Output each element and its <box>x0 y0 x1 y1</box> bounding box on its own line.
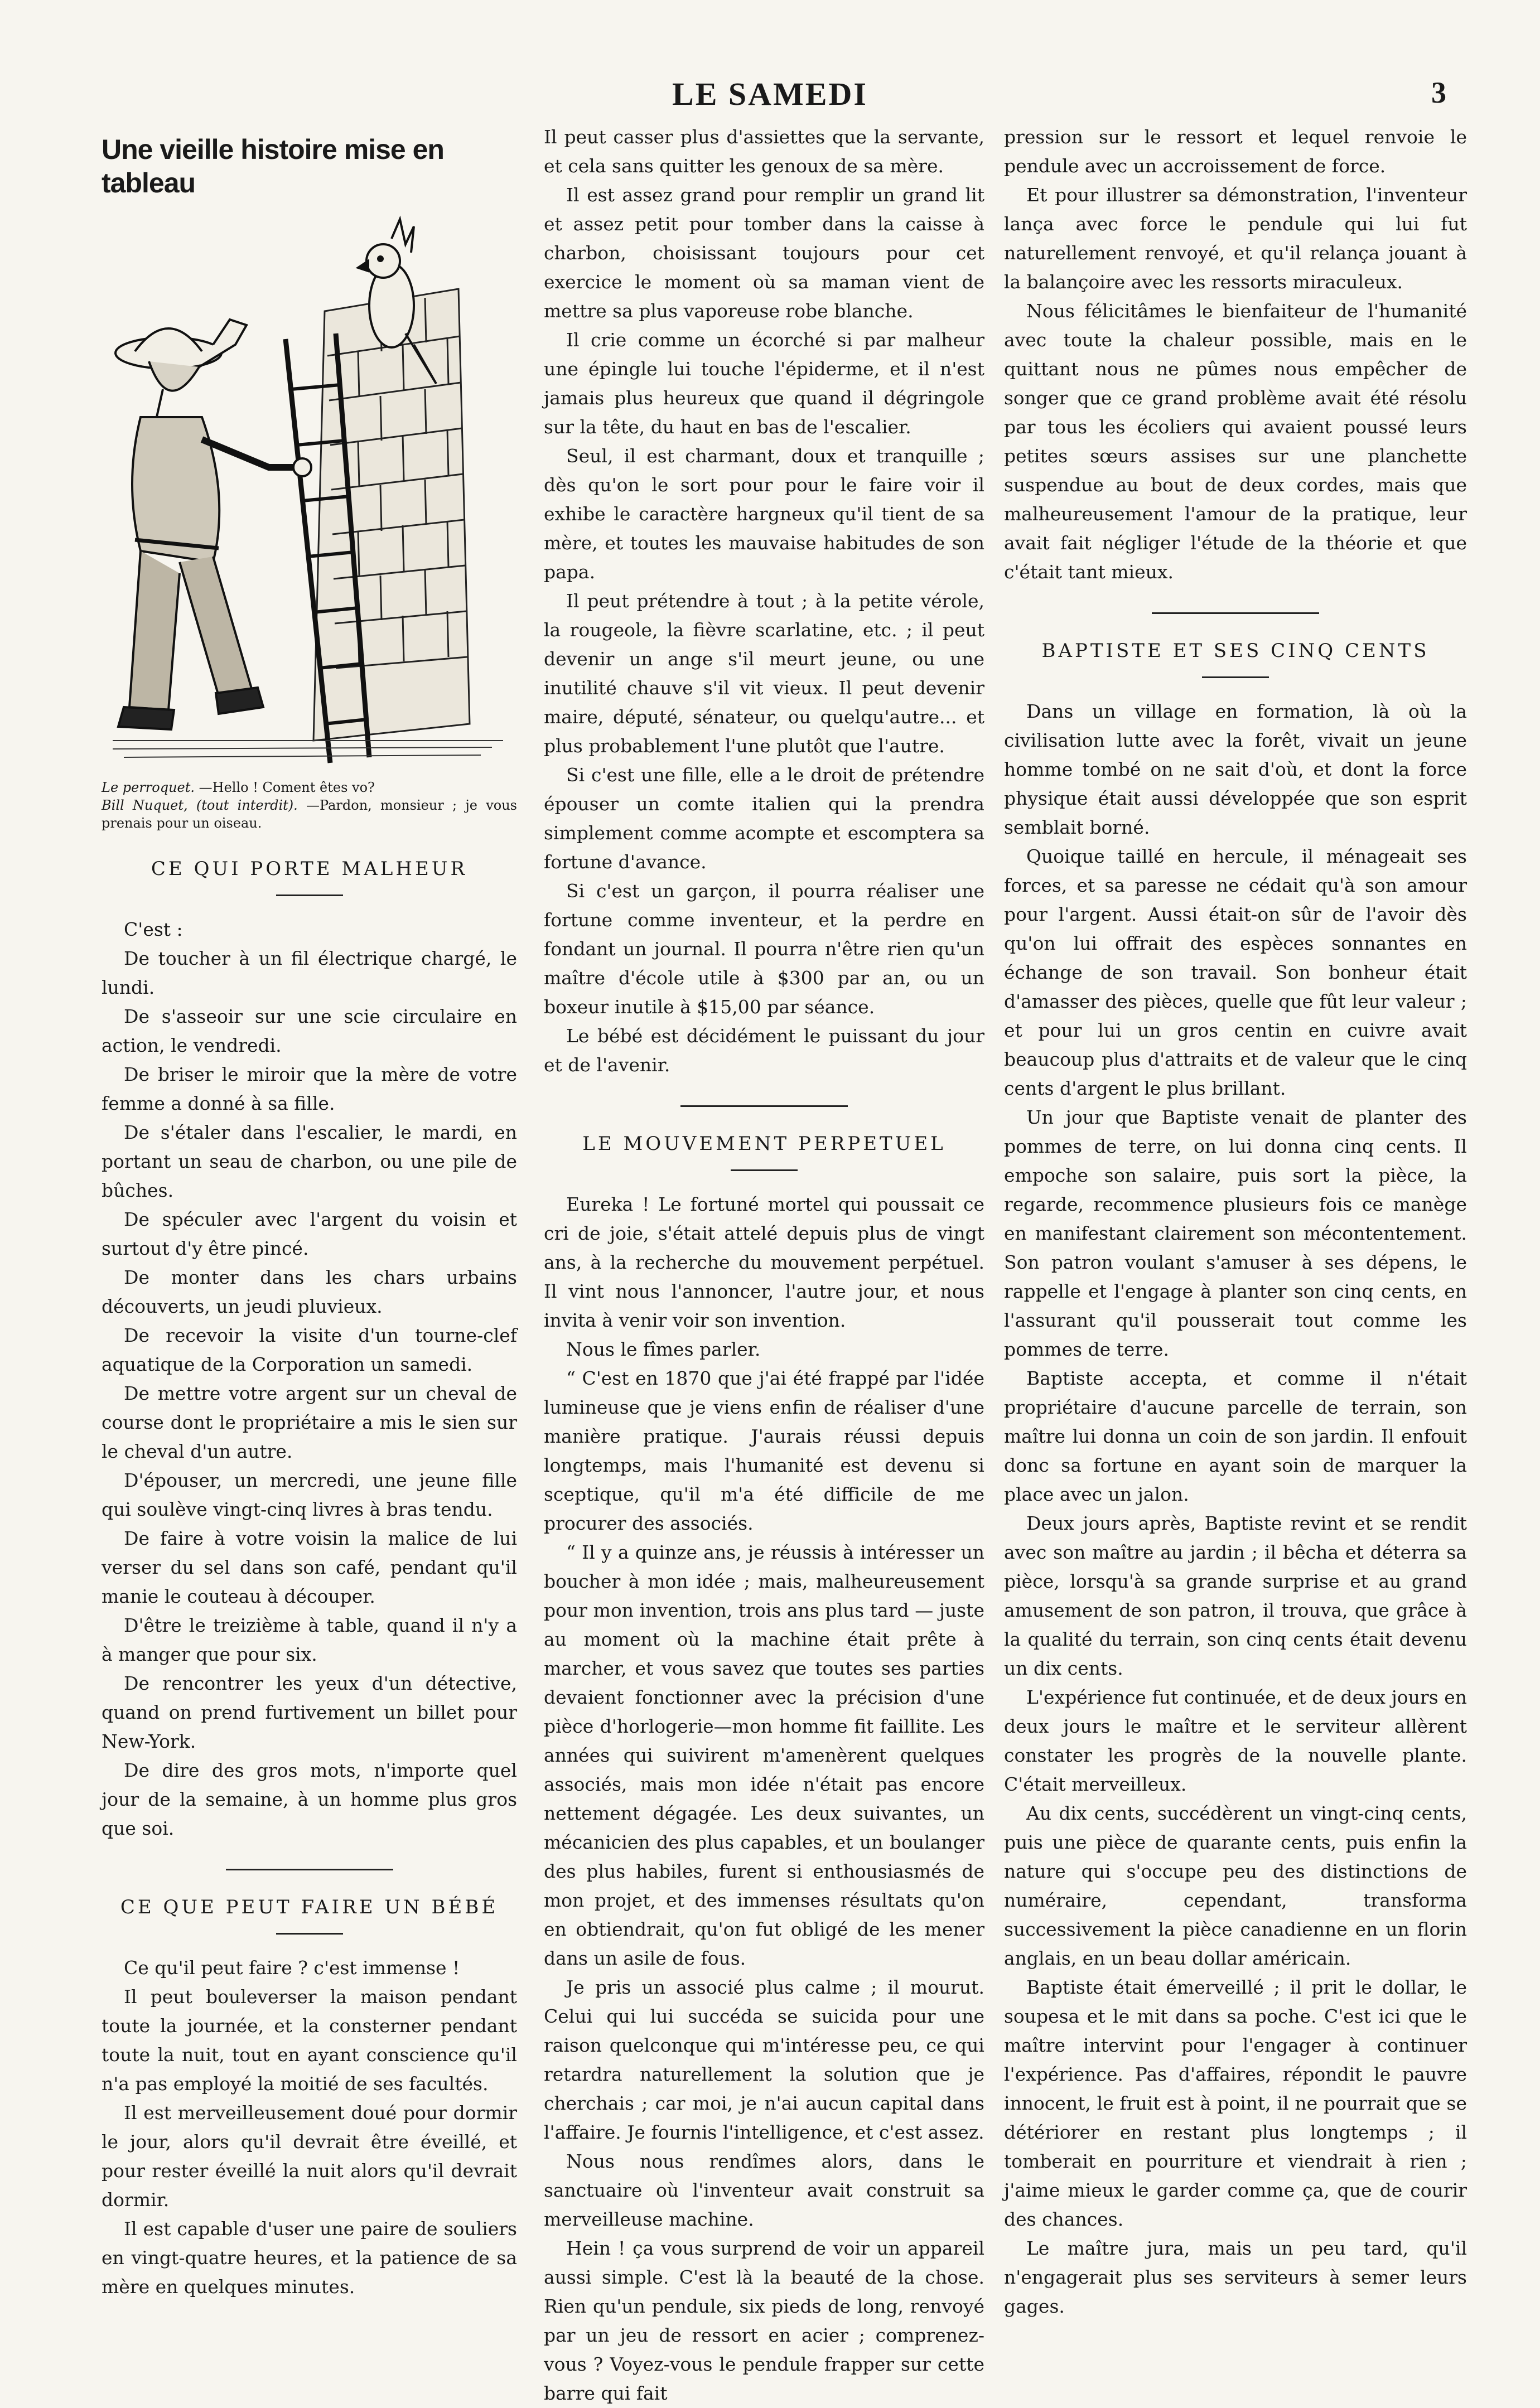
page-number: 3 <box>1431 76 1446 109</box>
paragraph: Il peut bouleverser la maison pendant toute la journée, et la consterner pendant toute la nuit, tout en ayant conscience qu'il n'a pas employé la moitié de ses facultés. <box>102 1986 517 2095</box>
masthead <box>0 70 1540 120</box>
illustration-headline: Une vieille histoire mise en tableau <box>102 134 444 199</box>
paragraph: Il est merveilleusement doué pour dormir le jour, alors qu'il devrait être éveillé, et pour rester éveillé la nuit alors qu'il devrait dormir. <box>102 2102 517 2211</box>
paragraph: Eureka ! Le fortuné mortel qui poussait ce cri de joie, s'était attelé depuis plus de vingt ans, à la recherche du mouvement perpétuel. Il vint nous l'annoncer, l'autre jour, et nous invita à venir voir son invention. <box>544 1193 984 1331</box>
paragraph: Si c'est une fille, elle a le droit de prétendre épouser un comte italien qui la prendra simplement comme acompte et escomptera sa fortune d'avance. <box>544 764 984 873</box>
paragraph: Baptiste accepta, et comme il n'était propriétaire d'aucune parcelle de terrain, son maître lui donna un coin de son jardin. Il enfouit donc sa fortune en ayant soin de marquer la place avec un jalon. <box>1004 1367 1467 1505</box>
title-rule <box>1202 676 1269 678</box>
section-title-bebe: CE QUE PEUT FAIRE UN BÉBÉ <box>120 1896 499 1918</box>
title-rule <box>276 894 343 896</box>
paragraph: Au dix cents, succédèrent un vingt-cinq cents, puis une pièce de quarante cents, puis enfin la nature qui s'occupe peu des distinctions de numéraire, cependant, transforma successivement la pièce canadienne en un florin anglais, en un beau dollar américain. <box>1004 1802 1467 1969</box>
paragraph: Deux jours après, Baptiste revint et se rendit avec son maître au jardin ; il bêcha et déterra sa pièce, lorsqu'à sa grande surprise et au grand amusement de son patron, il trouva, que grâce à la qualité du terrain, son cinq cents était devenu un dix cents. <box>1004 1512 1467 1679</box>
paragraph: De rencontrer les yeux d'un détective, quand on prend furtivement un billet pour New-York. <box>102 1672 517 1752</box>
title-rule <box>276 1933 343 1935</box>
newspaper-title: LE SAMEDI <box>672 76 868 112</box>
paragraph: Baptiste était émerveillé ; il prit le dollar, le soupesa et le mit dans sa poche. C'est ici que le maître intervint pour l'engager à continuer l'expérience. Pas d'affaires, répondit le pauvre innocent, le fruit est à point, il ne pourrait que se détériorer en restant plus longtemps ; il tomberait en pourriture et viendrait à rien ; j'aime mieux le garder comme ça, que de courir des chances. <box>1004 1976 1467 2230</box>
section-separator <box>226 1869 393 1870</box>
paragraph: De monter dans les chars urbains découverts, un jeudi pluvieux. <box>102 1266 517 1317</box>
paragraph: L'expérience fut continuée, et de deux jours en deux jours le maître et le serviteur allèrent constater les progrès de la nouvelle plante. C'était merveilleux. <box>1004 1686 1467 1795</box>
section-body-baptiste <box>1004 697 1467 2321</box>
paragraph: De faire à votre voisin la malice de lui verser du sel dans son café, pendant qu'il manie le couteau à découper. <box>102 1527 517 1607</box>
paragraph: Nous nous rendîmes alors, dans le sanctuaire où l'inventeur avait construit sa merveilleuse machine. <box>544 2150 984 2230</box>
section-separator <box>1152 612 1319 614</box>
column-2 <box>544 123 984 2404</box>
paragraph: De briser le miroir que la mère de votre femme a donné à sa fille. <box>102 1063 517 1114</box>
paragraph: Quoique taillé en hercule, il ménageait ses forces, et sa paresse ne cédait qu'à son amour pour l'argent. Aussi était-on sûr de l'avoir dès qu'on lui offrait des espèces sonnantes en échange de son travail. Son bonheur était d'amasser des pièces, quelle que fût leur valeur ; et pour lui un gros centin en cuivre avait beaucoup plus d'attraits et de valeur que le cinq cents d'argent le plus brillant. <box>1004 845 1467 1099</box>
paragraph: Le maître jura, mais un peu tard, qu'il n'engagerait plus ses serviteurs à semer leurs gages. <box>1004 2237 1467 2317</box>
paragraph: De dire des gros mots, n'importe quel jour de la semaine, à un homme plus gros que soi. <box>102 1759 517 1839</box>
paragraph: Nous félicitâmes le bienfaiteur de l'humanité avec toute la chaleur possible, mais en le quittant nous ne pûmes nous empêcher de songer que ce grand problème avait été résolu par tous les écoliers qui avaient poussé leurs petites sœurs assises sur une planchette suspendue au bout de deux cordes, mais que malheureusement l'amour de la pratique, leur avait fait négliger l'étude de la théorie et que c'était tant mieux. <box>1004 300 1467 583</box>
paragraph: “ Il y a quinze ans, je réussis à intéresser un boucher à mon idée ; mais, malheureusement pour mon invention, trois ans plus tard — juste au moment où la machine était prête à marcher, et vous savez que toutes ses parties devaient fonctionner avec la précision d'une pièce d'horlogerie—mon homme fit faillite. Les années qui suivirent m'amenèrent quelques associés, mais mon idée n'était pas encore nettement dégagée. Les deux suivantes, un mécanicien des plus capables, et un boulanger des plus habiles, furent si enthousiasmés de mon projet, et des immenses résultats qu'on en obtiendrait, qu'on fut obligé de les mener dans un asile de fous. <box>544 1541 984 1969</box>
paragraph: Hein ! ça vous surprend de voir un appareil aussi simple. C'est là la beauté de la chose. Rien qu'un pendule, six pieds de long, renvoyé par un jeu de ressort en acier ; comprenez-vous ? Voyez-vous le pendule frapper sur cette barre qui fait <box>544 2237 984 2404</box>
column-3 <box>1004 123 1467 2317</box>
column-1 <box>102 123 517 2298</box>
paragraph: Si c'est un garçon, il pourra réaliser une fortune comme inventeur, et la perdre en fondant un journal. Il pourra n'être rien qu'un maître d'école utile à $300 par an, ou un boxeur inutile à $15,00 par séance. <box>544 880 984 1018</box>
section-separator <box>680 1105 848 1107</box>
paragraph: C'est : <box>124 918 183 940</box>
paragraph: Et pour illustrer sa démonstration, l'inventeur lança avec force le pendule qui lui fut naturellement renvoyé, et qu'il relança jouant à la balançoire avec les ressorts miraculeux. <box>1004 184 1467 293</box>
parrot-chimney-illustration <box>102 205 517 774</box>
caption-text-2: —Pardon, monsieur ; je vous prenais pour un oiseau. <box>102 797 517 831</box>
caption-speaker-2: Bill Nuquet, (tout interdit). <box>102 797 298 813</box>
paragraph: De mettre votre argent sur un cheval de course dont le propriétaire a mis le sien sur le cheval d'un autre. <box>102 1382 517 1462</box>
paragraph: De spéculer avec l'argent du voisin et surtout d'y être pincé. <box>102 1208 517 1259</box>
section-body-malheur <box>102 915 517 1843</box>
section-title-baptiste: BAPTISTE ET SES CINQ CENTS <box>1041 640 1430 662</box>
paragraph: Il peut casser plus d'assiettes que la servante, et cela sans quitter les genoux de sa mère. <box>544 126 984 177</box>
title-rule <box>731 1169 798 1171</box>
paragraph: Dans un village en formation, là où la civilisation lutte avec la forêt, vivait un jeune homme tombé on ne sait d'où, et dont la force physique était aussi développée que son esprit semblait borné. <box>1004 700 1467 838</box>
section-body-mouvement-continued <box>1004 123 1467 587</box>
paragraph: De s'asseoir sur une scie circulaire en action, le vendredi. <box>102 1005 517 1056</box>
section-body-mouvement <box>544 1190 984 2408</box>
paragraph: Nous le fîmes parler. <box>566 1338 761 1360</box>
paragraph: Il crie comme un écorché si par malheur une épingle lui touche l'épiderme, et il n'est jamais plus heureux que quand il dégringole sur la tête, du haut en bas de l'escalier. <box>544 329 984 438</box>
paragraph: Il est assez grand pour remplir un grand lit et assez petit pour tomber dans la caisse à charbon, choisissant toujours pour cet exercice le moment où sa maman vient de mettre sa plus vaporeuse robe blanche. <box>544 184 984 322</box>
paragraph: Il est capable d'user une paire de souliers en vingt-quatre heures, et la patience de sa mère en quelques minutes. <box>102 2218 517 2298</box>
paragraph: D'épouser, un mercredi, une jeune fille qui soulève vingt-cinq livres à bras tendu. <box>102 1469 517 1520</box>
paragraph: De s'étaler dans l'escalier, le mardi, en portant un seau de charbon, ou une pile de bûches. <box>102 1121 517 1201</box>
paragraph: De toucher à un fil électrique chargé, le lundi. <box>102 947 517 998</box>
paragraph: Un jour que Baptiste venait de planter des pommes de terre, on lui donna cinq cents. Il empoche son salaire, puis sort la pièce, la regarde, recommence plusieurs fois ce manège en manifestant clairement son mécontentement. Son patron voulant s'amuser à ses dépens, le rappelle et l'engage à planter son cinq cents, en l'assurant qu'il pousserait tout comme les pommes de terre. <box>1004 1106 1467 1360</box>
section-body-bebe <box>102 1954 517 2301</box>
paragraph: Le bébé est décidément le puissant du jour et de l'avenir. <box>544 1025 984 1076</box>
paragraph: “ C'est en 1870 que j'ai été frappé par l'idée lumineuse que je viens enfin de réaliser d'une manière pratique. J'aurais réussi depuis longtemps, mais l'humanité est devenu si sceptique, qu'il m'a été difficile de me procurer des associés. <box>544 1367 984 1534</box>
illustration-caption <box>102 779 517 832</box>
paragraph: De recevoir la visite d'un tourne-clef aquatique de la Corporation un samedi. <box>102 1324 517 1375</box>
paragraph: Il peut prétendre à tout ; à la petite vérole, la rougeole, la fièvre scarlatine, etc. ; il peut devenir un ange s'il meurt jeune, ou une inutilité chauve s'il vit vieux. Il peut devenir maire, député, sénateur, ou quelqu'autre... et plus probablement l'une plutôt que l'autre. <box>544 590 984 757</box>
section-title-mouvement: LE MOUVEMENT PERPETUEL <box>582 1133 946 1155</box>
paragraph: Je pris un associé plus calme ; il mourut. Celui qui lui succéda se suicida pour une raison quelconque qui m'intéresse peu, ce qui retardra naturellement la solution que je cherchais ; car moi, je n'ai aucun capital dans l'affaire. Je fournis l'intelligence, et c'est assez. <box>544 1976 984 2143</box>
caption-text-1: —Hello ! Coment êtes vo? <box>199 780 375 795</box>
paragraph: Seul, il est charmant, doux et tranquille ; dès qu'on le sort pour pour le faire voir il exhibe le caractère hargneux qu'il tient de sa mère, et toutes les mauvaise habitudes de son papa. <box>544 445 984 583</box>
section-title-malheur: CE QUI PORTE MALHEUR <box>151 858 468 880</box>
caption-speaker-1: Le perroquet. <box>102 780 195 795</box>
section-body-bebe-continued <box>544 123 984 1080</box>
paragraph: D'être le treizième à table, quand il n'y a à manger que pour six. <box>102 1614 517 1665</box>
paragraph: Ce qu'il peut faire ? c'est immense ! <box>124 1957 460 1979</box>
paragraph: pression sur le ressort et lequel renvoie le pendule avec un accroissement de force. <box>1004 126 1467 177</box>
